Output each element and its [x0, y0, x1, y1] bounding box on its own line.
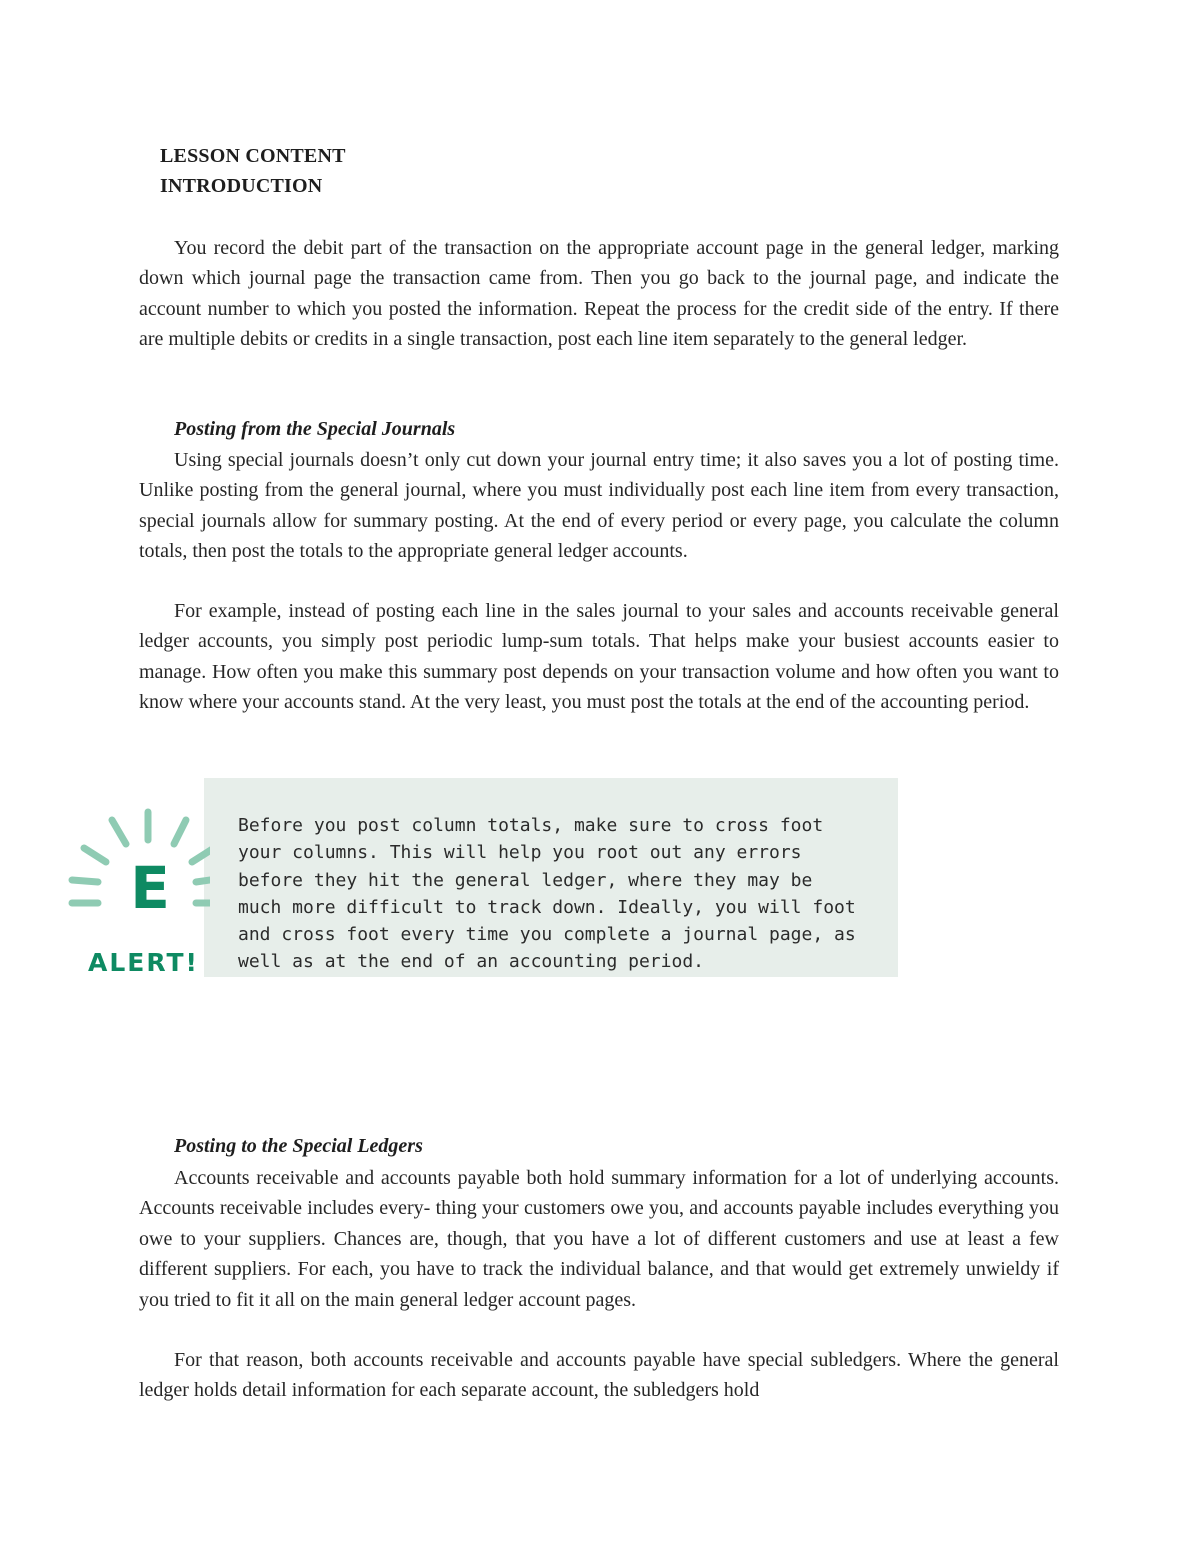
special-journals-subheading: Posting from the Special Journals — [174, 418, 456, 440]
alert-logo-letter: E — [130, 854, 170, 922]
special-journals-paragraph-2: For example, instead of posting each line in the sales journal to your sales and accounts receivable general ledger accounts, you simply post periodic lump-sum totals. That helps make your busiest accounts easier to manage. How often you make this summary post depends on your transaction volume and how often you want to know where your accounts stand. At the very least, you must post the totals at the end of the accounting period. — [139, 600, 1059, 714]
lesson-content-heading: LESSON CONTENT — [160, 145, 346, 167]
intro-paragraph: You record the debit part of the transaction on the appropriate account page in the general ledger, marking down which journal page the transaction came from. Then you go back to the journal page, and indicate the account number to which you posted the information. Repeat the process for the credit side of the entry. If there are multiple debits or credits in a single transaction, post each line item separately to the general ledger. — [139, 237, 1059, 351]
special-ledgers-subheading: Posting to the Special Ledgers — [174, 1135, 423, 1157]
special-ledgers-paragraph-2: For that reason, both accounts receivable and accounts payable have special subledgers. Where the general ledger holds detail information for each separate account, the subledgers hold — [139, 1349, 1059, 1402]
alert-text: Before you post column totals, make sure to cross foot your columns. This will help you root out any errors before they hit the general ledger, where they may be much more difficult to track down. Ideally, you will foot and cross foot every time you complete a journal page, as well as at the end of an accounting period. — [238, 815, 856, 973]
special-journals-paragraph-1: Using special journals doesn’t only cut down your journal entry time; it also saves you a lot of posting time. Unlike posting from the general journal, where you must individually post each line item from every transaction, special journals allow for summary posting. At the end of every period or every page, you calculate the column totals, then post the totals to the appropriate general ledger accounts. — [139, 449, 1059, 563]
alert-logo-word: ALERT! — [88, 948, 199, 977]
special-ledgers-paragraph-1: Accounts receivable and accounts payable both hold summary information for a lot of underlying accounts. Accounts receivable includes every- thing your customers owe you, and accounts payable includes everything you owe to your suppliers. Chances are, though, that you have a lot of different customers and use at least a few different suppliers. For each, you have to track the individual balance, and that would get extremely unwieldy if you tried to fit it all on the main general ledger account pages. — [139, 1167, 1059, 1311]
introduction-heading: INTRODUCTION — [160, 175, 323, 197]
